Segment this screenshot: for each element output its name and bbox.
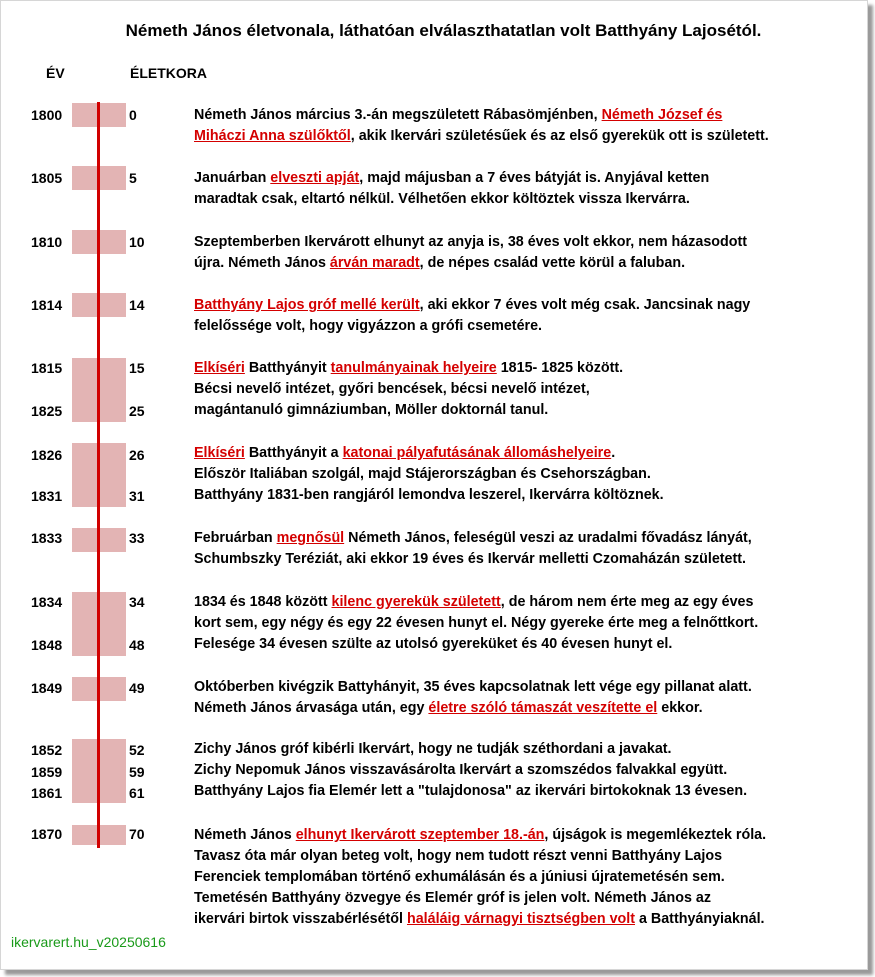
event-line bbox=[194, 189, 859, 210]
event-line bbox=[194, 400, 859, 421]
age-band bbox=[99, 592, 126, 656]
text-segment: Először Italiában szolgál, majd Stájerországban és Csehországban. bbox=[194, 466, 651, 482]
page-title: Németh János életvonala, láthatóan elválaszthatatlan volt Batthyány Lajosétól. bbox=[125, 21, 762, 40]
year-label: 1815 bbox=[31, 360, 63, 376]
event-line bbox=[194, 677, 859, 698]
text-segment: Németh János március 3.-án megszületett Rábasömjénben, bbox=[194, 107, 602, 123]
age-label: 5 bbox=[129, 170, 137, 186]
text-segment: , akik Ikervári születésűek és az első gyerekük ott is született. bbox=[350, 128, 769, 144]
year-label: 1810 bbox=[31, 234, 63, 250]
age-label: 33 bbox=[129, 530, 145, 546]
text-segment: Batthyány 1831-ben rangjáról lemondva leszerel, Ikervárra költöznek. bbox=[194, 487, 664, 503]
event-line bbox=[194, 232, 859, 253]
text-segment: kort sem, egy négy és egy 22 évesen hunyt el. Négy gyereke érte meg a felnőttkort. bbox=[194, 615, 759, 631]
age-label: 14 bbox=[129, 297, 145, 313]
year-label: 1833 bbox=[31, 530, 63, 546]
year-label: 1870 bbox=[31, 826, 63, 842]
text-segment: Februárban bbox=[194, 530, 277, 546]
event-description bbox=[194, 443, 859, 506]
year-band bbox=[72, 825, 97, 845]
text-segment: Zichy János gróf kibérli Ikervárt, hogy ne tudják széthordani a javakat. bbox=[194, 741, 672, 757]
text-segment: maradtak csak, eltartó nélkül. Vélhetően ekkor költöztek vissza Ikervárra. bbox=[194, 191, 690, 207]
text-segment: Batthyány Lajos fia Elemér lett a "tulajdonosa" az ikervári birtokoknak 13 évesen. bbox=[194, 783, 748, 799]
timeline-axis bbox=[97, 102, 100, 848]
highlighted-phrase: Miháczi Anna szülőktől bbox=[194, 128, 351, 144]
text-segment: újra. Németh János bbox=[194, 255, 330, 271]
year-label: 1805 bbox=[31, 170, 63, 186]
event-description bbox=[194, 232, 859, 274]
event-line bbox=[194, 253, 859, 274]
year-label: 1852 bbox=[31, 742, 63, 758]
highlighted-phrase: életre szóló támaszát veszítette el bbox=[428, 700, 658, 716]
text-segment: Németh János árvasága után, egy bbox=[194, 700, 429, 716]
event-line bbox=[194, 867, 859, 888]
event-line bbox=[194, 528, 859, 549]
age-label: 26 bbox=[129, 447, 145, 463]
event-line bbox=[194, 825, 859, 846]
event-line bbox=[194, 613, 859, 634]
year-band bbox=[72, 739, 97, 803]
year-label: 1849 bbox=[31, 680, 63, 696]
year-band bbox=[72, 293, 97, 317]
year-band bbox=[72, 103, 97, 127]
age-band bbox=[99, 739, 126, 803]
text-segment: Januárban bbox=[194, 170, 271, 186]
event-line bbox=[194, 464, 859, 485]
highlighted-phrase: tanulmányainak helyeire bbox=[330, 360, 497, 376]
year-band bbox=[72, 358, 97, 422]
age-band bbox=[99, 443, 126, 507]
year-label: 1825 bbox=[31, 403, 63, 419]
highlighted-phrase: árván maradt bbox=[329, 255, 420, 271]
event-description bbox=[194, 739, 859, 802]
year-band bbox=[72, 230, 97, 254]
year-label: 1800 bbox=[31, 107, 63, 123]
event-line bbox=[194, 846, 859, 867]
year-label: 1814 bbox=[31, 297, 63, 313]
event-line bbox=[194, 105, 859, 126]
highlighted-phrase: megnősül bbox=[276, 530, 345, 546]
age-band bbox=[99, 103, 126, 127]
event-line bbox=[194, 379, 859, 400]
event-line bbox=[194, 295, 859, 316]
age-label: 52 bbox=[129, 742, 145, 758]
event-line bbox=[194, 358, 859, 379]
event-description bbox=[194, 677, 859, 719]
age-label: 70 bbox=[129, 826, 145, 842]
highlighted-phrase: elhunyt Ikervárott szeptember 18.-án bbox=[295, 827, 545, 843]
age-band bbox=[99, 293, 126, 317]
event-line bbox=[194, 781, 859, 802]
year-label: 1826 bbox=[31, 447, 63, 463]
event-line bbox=[194, 760, 859, 781]
year-band bbox=[72, 528, 97, 552]
text-segment: Németh János, feleségül veszi az uradalmi fővadász lányát, bbox=[344, 530, 752, 546]
text-segment: , de három nem érte meg az egy éves bbox=[500, 594, 754, 610]
age-label: 49 bbox=[129, 680, 145, 696]
event-line bbox=[194, 888, 859, 909]
age-band bbox=[99, 358, 126, 422]
event-description bbox=[194, 592, 859, 655]
year-label: 1831 bbox=[31, 488, 63, 504]
age-label: 48 bbox=[129, 637, 145, 653]
text-segment: Temetésén Batthyány özvegye és Elemér gróf is jelen volt. Németh János az bbox=[194, 890, 711, 906]
text-segment: magántanuló gimnáziumban, Möller doktornál tanul. bbox=[194, 402, 549, 418]
age-label: 34 bbox=[129, 594, 145, 610]
year-label: 1848 bbox=[31, 637, 63, 653]
text-segment: , újságok is megemlékeztek róla. bbox=[544, 827, 767, 843]
text-segment: ikervári birtok visszabérlésétől bbox=[194, 911, 407, 927]
year-band bbox=[72, 166, 97, 190]
highlighted-phrase: elveszti apját bbox=[270, 170, 360, 186]
text-segment: Tavasz óta már olyan beteg volt, hogy nem tudott részt venni Batthyány Lajos bbox=[194, 848, 723, 864]
age-band bbox=[99, 528, 126, 552]
event-line bbox=[194, 592, 859, 613]
year-band bbox=[72, 443, 97, 507]
event-description bbox=[194, 358, 859, 421]
text-segment: , de népes család vette körül a faluban. bbox=[419, 255, 686, 271]
text-segment: a Batthyányiaknál. bbox=[635, 911, 765, 927]
text-segment: , majd májusban a 7 éves bátyját is. Anyjával ketten bbox=[359, 170, 710, 186]
text-segment: Felesége 34 évesen szülte az utolsó gyereküket és 40 évesen hunyt el. bbox=[194, 636, 673, 652]
event-line bbox=[194, 168, 859, 189]
age-column-header: ÉLETKORA bbox=[130, 65, 207, 81]
event-line bbox=[194, 126, 859, 147]
highlighted-phrase: Batthyány Lajos gróf mellé került bbox=[194, 297, 420, 313]
age-band bbox=[99, 825, 126, 845]
text-segment: , aki ekkor 7 éves volt még csak. Jancsinak nagy bbox=[419, 297, 751, 313]
year-label: 1861 bbox=[31, 785, 63, 801]
highlighted-phrase: Elkíséri bbox=[194, 445, 245, 461]
text-segment: 1815- 1825 között. bbox=[496, 360, 624, 376]
text-segment: Schumbszky Teréziát, aki ekkor 19 éves és Ikervár melletti Czomaházán született. bbox=[194, 551, 747, 567]
event-description bbox=[194, 825, 859, 930]
age-label: 31 bbox=[129, 488, 145, 504]
text-segment: Zichy Nepomuk János visszavásárolta Ikervárt a szomszédos falvakkal együtt. bbox=[194, 762, 728, 778]
event-line bbox=[194, 443, 859, 464]
text-segment: Októberben kivégzik Battyhányit, 35 éves kapcsolatnak lett vége egy pillanat alatt. bbox=[194, 679, 752, 695]
text-segment: Németh János bbox=[194, 827, 296, 843]
text-segment: Ferenciek templomában történő exhumálásán és a júniusi újratemetésén sem. bbox=[194, 869, 725, 885]
age-label: 0 bbox=[129, 107, 137, 123]
event-line bbox=[194, 549, 859, 570]
event-line bbox=[194, 909, 859, 930]
highlighted-phrase: kilenc gyerekük született bbox=[331, 594, 501, 610]
text-segment: Batthyányit a bbox=[244, 445, 343, 461]
event-line bbox=[194, 739, 859, 760]
age-band bbox=[99, 677, 126, 701]
year-band bbox=[72, 592, 97, 656]
highlighted-phrase: Elkíséri bbox=[194, 360, 245, 376]
text-segment: 1834 és 1848 között bbox=[194, 594, 332, 610]
event-description bbox=[194, 168, 859, 210]
text-segment: ekkor. bbox=[657, 700, 703, 716]
highlighted-phrase: Németh József és bbox=[601, 107, 723, 123]
text-segment: . bbox=[611, 445, 616, 461]
event-description bbox=[194, 105, 859, 147]
event-description bbox=[194, 528, 859, 570]
age-label: 59 bbox=[129, 764, 145, 780]
text-segment: Bécsi nevelő intézet, győri bencések, bécsi nevelő intézet, bbox=[194, 381, 590, 397]
event-line bbox=[194, 634, 859, 655]
year-band bbox=[72, 677, 97, 701]
event-line bbox=[194, 316, 859, 337]
highlighted-phrase: katonai pályafutásának állomáshelyeire bbox=[342, 445, 612, 461]
year-column-header: ÉV bbox=[46, 65, 65, 81]
age-band bbox=[99, 166, 126, 190]
age-label: 61 bbox=[129, 785, 145, 801]
event-description bbox=[194, 295, 859, 337]
age-label: 25 bbox=[129, 403, 145, 419]
year-label: 1834 bbox=[31, 594, 63, 610]
text-segment: Batthyányit bbox=[244, 360, 331, 376]
year-label: 1859 bbox=[31, 764, 63, 780]
age-label: 15 bbox=[129, 360, 145, 376]
text-segment: felelőssége volt, hogy vigyázzon a grófi csemetére. bbox=[194, 318, 543, 334]
footer-credit: ikervarert.hu_v20250616 bbox=[11, 934, 166, 950]
highlighted-phrase: haláláig várnagyi tisztségben volt bbox=[406, 911, 636, 927]
age-label: 10 bbox=[129, 234, 145, 250]
event-line bbox=[194, 698, 859, 719]
age-band bbox=[99, 230, 126, 254]
event-line bbox=[194, 485, 859, 506]
text-segment: Szeptemberben Ikervárott elhunyt az anyja is, 38 éves volt ekkor, nem házasodott bbox=[194, 234, 748, 250]
